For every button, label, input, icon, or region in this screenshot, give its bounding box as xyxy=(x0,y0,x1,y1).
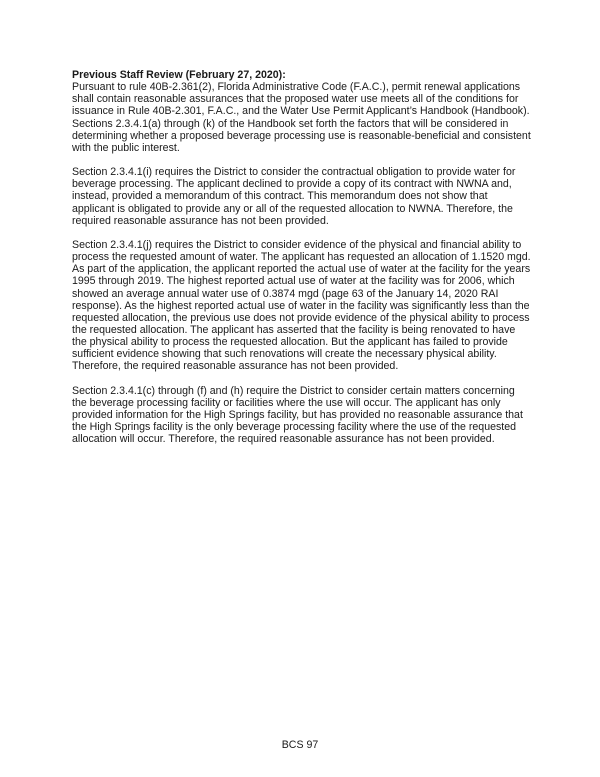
paragraph-rule-reference: Pursuant to rule 40B-2.361(2), Florida Administrative Code (F.A.C.), permit renewal applications shall contain reasonable assurances that the proposed water use meets all of the conditions for issuance in Rule 40B-2.301, F.A.C., and the Water Use Permit Applicant’s Handbook (Handbook). Sections 2.3.4.1(a) through (k) of the Handbook set forth the factors that will be considered in determining whether a proposed beverage processing use is reasonable-beneficial and consistent with the public interest. xyxy=(72,81,531,154)
paragraph-physical-financial-ability: Section 2.3.4.1(j) requires the District to consider evidence of the physical and financial ability to process the requested amount of water. The applicant has requested an allocation of 1.1520 mgd. As part of the application, the applicant reported the actual use of water at the facility for the years 1995 through 2019. The highest reported actual use of water at the facility was for 2006, which showed an average annual water use of 0.3874 mgd (page 63 of the January 14, 2020 RAI response). As the highest reported actual use of water in the facility was significantly less than the requested allocation, the previous use does not provide evidence of the physical ability to process the requested allocation. The applicant has asserted that the facility is being renovated to have the physical ability to process the requested allocation. But the applicant has failed to provide sufficient evidence showing that such renovations will create the necessary physical ability. Therefore, the required reasonable assurance has not been provided. xyxy=(72,238,531,373)
section-heading: Previous Staff Review (February 27, 2020): xyxy=(72,69,286,81)
page-footer-label: BCS 97 xyxy=(281,739,319,751)
paragraph-contractual-obligation: Section 2.3.4.1(i) requires the District to consider the contractual obligation to provide water for beverage processing. The applicant declined to provide a copy of its contract with NWNA and, instead, provided a memorandum of this contract. This memorandum does not show that applicant is obligated to provide any or all of the requested allocation to NWNA. Therefore, the required reasonable assurance has not been provided. xyxy=(72,166,516,227)
paragraph-processing-facility: Section 2.3.4.1(c) through (f) and (h) require the District to consider certain matters concerning the beverage processing facility or facilities where the use will occur. The applicant has only provided information for the High Springs facility, but has provided no reasonable assurance that the High Springs facility is the only beverage processing facility where the use of the requested allocation will occur. Therefore, the required reasonable assurance has not been provided. xyxy=(72,384,523,446)
document-body xyxy=(72,69,532,457)
